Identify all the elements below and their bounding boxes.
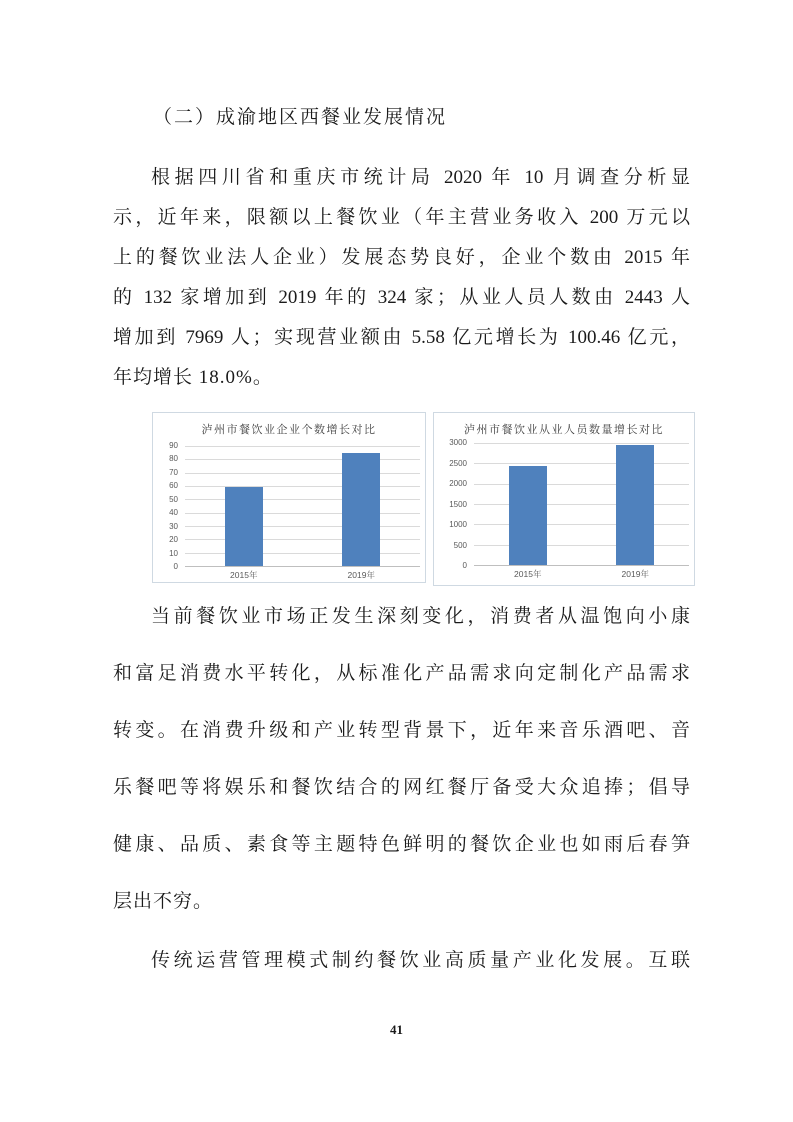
x-axis-tick-label: 2015年 bbox=[514, 569, 542, 579]
page-content bbox=[113, 0, 690, 1122]
y-axis-tick-label: 3000 bbox=[449, 438, 467, 447]
text-line: 年均增长 18.0%。 bbox=[113, 367, 273, 388]
gridline bbox=[185, 526, 420, 527]
plot-body bbox=[153, 441, 425, 571]
y-axis-tick-label: 10 bbox=[169, 548, 178, 558]
text-line: 当前餐饮业市场正发生深刻变化，消费者从温饱向小康 bbox=[151, 606, 690, 627]
bar-2019年 bbox=[616, 445, 654, 565]
text-line: 增加到 7969 人；实现营业额由 5.58 亿元增长为 100.46 亿元， bbox=[113, 327, 690, 348]
chart-title: 泸州市餐饮业从业人员数量增长对比 bbox=[464, 424, 664, 436]
chart-title: 泸州市餐饮业企业个数增长对比 bbox=[201, 424, 377, 436]
bar-2015年 bbox=[225, 487, 263, 566]
y-axis-tick-label: 60 bbox=[169, 481, 178, 491]
y-axis-tick-label: 500 bbox=[453, 540, 467, 550]
gridline bbox=[185, 459, 420, 460]
text-line: 乐餐吧等将娱乐和餐饮结合的网红餐厅备受大众追捧；倡导 bbox=[113, 777, 690, 798]
y-axis-tick-label: 40 bbox=[169, 508, 178, 518]
gridline bbox=[185, 539, 420, 540]
gridline bbox=[185, 513, 420, 514]
y-axis-tick-label: 1500 bbox=[449, 499, 467, 509]
x-axis-tick-label: 2019年 bbox=[621, 569, 649, 579]
chart-enterprise-count-growth bbox=[152, 412, 426, 583]
x-axis-tick-label: 2015年 bbox=[230, 570, 258, 580]
section-heading: （二）成渝地区西餐业发展情况 bbox=[153, 107, 448, 128]
page-number: 41 bbox=[390, 1022, 403, 1037]
x-axis-labels bbox=[185, 567, 420, 584]
y-axis-tick-label: 90 bbox=[169, 441, 178, 450]
gridline bbox=[474, 524, 689, 525]
gridline bbox=[185, 499, 420, 500]
y-axis-tick-label: 1000 bbox=[449, 520, 467, 529]
plot-area bbox=[185, 446, 420, 567]
y-axis-tick-label: 20 bbox=[169, 535, 178, 545]
text-line: 根据四川省和重庆市统计局 2020 年 10 月调查分析显 bbox=[151, 167, 690, 188]
text-line: 上的餐饮业法人企业）发展态势良好，企业个数由 2015 年 bbox=[113, 247, 690, 268]
y-axis-tick-label: 50 bbox=[169, 494, 178, 504]
paragraph-market-change bbox=[113, 588, 690, 930]
gridline bbox=[185, 473, 420, 474]
y-axis-tick-label: 80 bbox=[169, 454, 178, 464]
bar-2019年 bbox=[342, 453, 380, 566]
gridline bbox=[474, 463, 689, 464]
y-axis-tick-label: 30 bbox=[169, 521, 178, 531]
plot-area bbox=[474, 443, 689, 566]
chart-canvas bbox=[434, 438, 694, 587]
gridline bbox=[185, 446, 420, 447]
text-line: 的 132 家增加到 2019 年的 324 家；从业人员人数由 2443 人 bbox=[113, 287, 690, 308]
text-line: 转变。在消费升级和产业转型背景下，近年来音乐酒吧、音 bbox=[113, 720, 690, 741]
y-axis-tick-label: 0 bbox=[462, 561, 467, 570]
charts-row bbox=[152, 412, 695, 586]
paragraph-statistics bbox=[113, 158, 690, 398]
gridline bbox=[474, 545, 689, 546]
text-line: 和富足消费水平转化，从标准化产品需求向定制化产品需求 bbox=[113, 663, 690, 684]
gridline bbox=[474, 504, 689, 505]
x-axis-labels bbox=[474, 566, 689, 587]
y-axis bbox=[153, 441, 185, 571]
text-line: 示，近年来，限额以上餐饮业（年主营业务收入 200 万元以 bbox=[113, 207, 690, 228]
paragraph-traditional-model bbox=[113, 932, 690, 989]
chart-canvas bbox=[153, 441, 425, 584]
y-axis-tick-label: 2500 bbox=[449, 458, 467, 468]
text-line: 层出不穷。 bbox=[113, 891, 214, 912]
gridline bbox=[185, 486, 420, 487]
y-axis-tick-label: 2000 bbox=[449, 479, 467, 488]
chart-employee-count-growth bbox=[433, 412, 695, 586]
text-line: 传统运营管理模式制约餐饮业高质量产业化发展。互联 bbox=[151, 950, 690, 971]
y-axis-tick-label: 0 bbox=[173, 562, 178, 571]
x-axis-tick-label: 2019年 bbox=[347, 570, 375, 580]
gridline bbox=[474, 484, 689, 485]
plot-body bbox=[434, 438, 694, 570]
y-axis-tick-label: 70 bbox=[169, 467, 178, 477]
gridline bbox=[474, 443, 689, 444]
y-axis bbox=[434, 438, 474, 570]
text-line: 健康、品质、素食等主题特色鲜明的餐饮企业也如雨后春笋 bbox=[113, 834, 690, 855]
gridline bbox=[185, 553, 420, 554]
bar-2015年 bbox=[509, 466, 547, 565]
